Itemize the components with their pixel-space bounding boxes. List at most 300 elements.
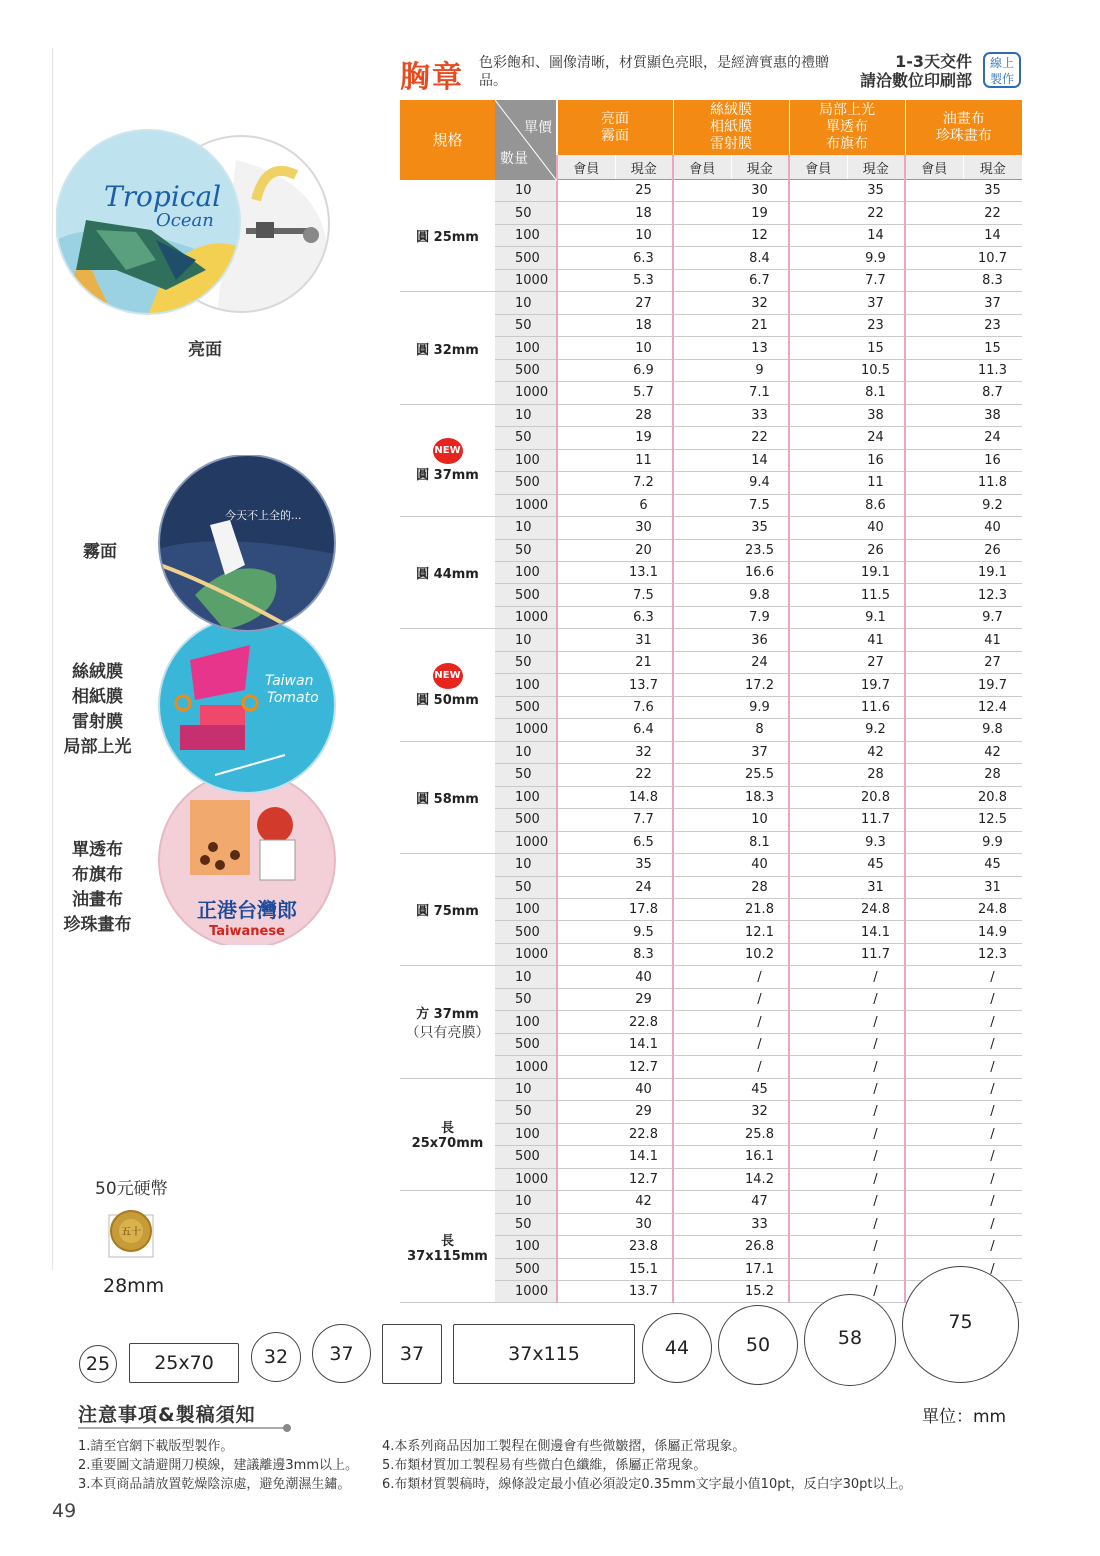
qty-cell: 50 [495, 202, 557, 224]
matte-label: 霧面 [83, 542, 117, 562]
cash-price-cell: 14.8 [615, 786, 673, 808]
note-item: 5.布類材質加工製程易有些微白色纖維，係屬正常現象。 [382, 1458, 707, 1473]
member-price-cell [673, 561, 731, 583]
member-price-cell [789, 180, 847, 202]
member-price-cell [789, 472, 847, 494]
cash-price-cell: 12 [731, 224, 789, 246]
cash-price-cell: 24 [615, 876, 673, 898]
group-header-4-text: 油畫布 珍珠畫布 [935, 110, 992, 144]
member-price-cell [905, 404, 963, 426]
cash-price-cell: 31 [615, 629, 673, 651]
size-label: 25x70 [154, 1352, 214, 1374]
member-price-cell [673, 1213, 731, 1235]
cash-price-cell: 26 [847, 539, 905, 561]
cash-price-cell: 19.1 [963, 561, 1022, 583]
qty-cell: 1000 [495, 382, 557, 404]
qty-cell: 50 [495, 764, 557, 786]
cash-price-cell: 9.9 [847, 247, 905, 269]
size-label: 37 [399, 1343, 425, 1365]
cash-price-cell: 9.9 [731, 696, 789, 718]
cash-price-cell: / [963, 1078, 1022, 1100]
member-price-cell [673, 382, 731, 404]
member-price-cell [789, 404, 847, 426]
quantity-label: 數量 [500, 151, 528, 167]
member-price-cell [673, 224, 731, 246]
qty-cell: 1000 [495, 494, 557, 516]
qty-cell: 10 [495, 180, 557, 202]
new-badge-wrap [400, 438, 495, 464]
member-price-cell [905, 337, 963, 359]
spec-name: 方 37mm [416, 1006, 479, 1022]
cash-price-cell: 42 [963, 741, 1022, 763]
member-price-cell [673, 1258, 731, 1280]
qty-cell: 500 [495, 472, 557, 494]
cash-price-cell: 14.9 [963, 921, 1022, 943]
member-price-cell [557, 1146, 615, 1168]
new-badge: NEW [433, 663, 463, 689]
qty-cell: 50 [495, 1213, 557, 1235]
cash-price-cell: 19.1 [847, 561, 905, 583]
cash-price-cell: 25.5 [731, 764, 789, 786]
member-price-cell [673, 427, 731, 449]
member-price-cell [557, 988, 615, 1010]
member-price-cell [673, 809, 731, 831]
qty-cell: 500 [495, 584, 557, 606]
cash-price-cell: 42 [615, 1191, 673, 1213]
cash-price-cell: 9.2 [847, 719, 905, 741]
cash-price-cell: 24 [847, 427, 905, 449]
cash-price-cell: 12.3 [963, 584, 1022, 606]
member-price-cell [905, 539, 963, 561]
member-price-cell [673, 921, 731, 943]
member-price-cell [905, 786, 963, 808]
cash-price-cell: 13.1 [615, 561, 673, 583]
cash-price-cell: 22 [615, 764, 673, 786]
size-label: 25 [85, 1353, 111, 1375]
member-price-cell [557, 764, 615, 786]
cash-price-cell: 10.5 [847, 359, 905, 381]
table-row [400, 404, 1022, 426]
size-label: 32 [263, 1346, 289, 1368]
member-price-cell [905, 584, 963, 606]
note-item: 4.本系列商品因加工製程在側邊會有些微皺摺，係屬正常現象。 [382, 1439, 746, 1454]
product-description: 色彩飽和、圖像清晰，材質顯色亮眼，是經濟實惠的禮贈品。 [479, 55, 829, 89]
member-price-cell [557, 382, 615, 404]
table-row [400, 180, 1022, 202]
member-price-cell [905, 1236, 963, 1258]
member-price-cell [789, 809, 847, 831]
cash-price-cell: 14 [847, 224, 905, 246]
member-price-cell [673, 269, 731, 291]
cash-price-cell: 23.5 [731, 539, 789, 561]
cash-price-cell: 16.6 [731, 561, 789, 583]
qty-cell: 10 [495, 854, 557, 876]
cash-price-cell: 33 [731, 404, 789, 426]
cash-price-cell: 15.2 [731, 1280, 789, 1302]
cash-price-cell: / [847, 1213, 905, 1235]
size-rect-37x115 [453, 1324, 635, 1384]
matte-badge-text: 今天不上全的... [225, 509, 302, 522]
spec-note: （只有亮膜） [405, 1024, 490, 1041]
member-price-cell [789, 1078, 847, 1100]
cash-price-cell: 26 [963, 539, 1022, 561]
cash-price-cell: 24 [963, 427, 1022, 449]
cash-price-cell: 14.1 [615, 1146, 673, 1168]
cash-price-cell: 32 [731, 1101, 789, 1123]
cash-price-cell: 22.8 [615, 1011, 673, 1033]
film-badge-line1: Taiwan [265, 673, 314, 689]
member-price-cell [557, 292, 615, 314]
company-contact: 請洽數位印刷部 [859, 71, 972, 90]
member-price-cell [673, 988, 731, 1010]
member-price-cell [905, 494, 963, 516]
cash-price-cell: 8.3 [963, 269, 1022, 291]
cash-price-cell: 19 [615, 427, 673, 449]
cash-price-cell: 25.8 [731, 1123, 789, 1145]
table-row [400, 629, 1022, 651]
notes-col-right [382, 1437, 911, 1494]
cash-price-cell: 45 [847, 854, 905, 876]
online-design-badge[interactable] [983, 52, 1021, 88]
cash-price-cell: 22.8 [615, 1123, 673, 1145]
spec-cell [400, 1191, 495, 1303]
member-price-cell [905, 1191, 963, 1213]
member-price-cell [557, 696, 615, 718]
member-price-cell [673, 943, 731, 965]
member-header: 會員 [789, 155, 847, 180]
member-price-cell [789, 674, 847, 696]
member-price-cell [557, 943, 615, 965]
cash-price-cell: / [847, 1168, 905, 1190]
cash-price-cell: 7.9 [731, 606, 789, 628]
note-item: 3.本頁商品請放置乾燥陰涼處，避免潮濕生鏽。 [78, 1477, 351, 1492]
cash-price-cell: 37 [731, 741, 789, 763]
size-label: 37x115 [508, 1343, 580, 1365]
member-price-cell [905, 561, 963, 583]
qty-cell: 100 [495, 224, 557, 246]
cash-price-cell: 5.3 [615, 269, 673, 291]
member-price-cell [673, 629, 731, 651]
cash-price-cell: / [731, 1056, 789, 1078]
qty-cell: 100 [495, 1123, 557, 1145]
qty-cell: 1000 [495, 1168, 557, 1190]
member-price-cell [905, 899, 963, 921]
cash-price-cell: 22 [963, 202, 1022, 224]
cash-price-cell: 20 [615, 539, 673, 561]
member-price-cell [557, 359, 615, 381]
cash-price-cell: / [847, 1123, 905, 1145]
member-price-cell [905, 1033, 963, 1055]
member-price-cell [789, 1101, 847, 1123]
member-price-cell [673, 831, 731, 853]
left-margin-rule [52, 48, 53, 1270]
cash-price-cell: / [963, 1056, 1022, 1078]
size-label: 50 [745, 1334, 771, 1356]
member-price-cell [905, 269, 963, 291]
spec-cell [400, 1078, 495, 1190]
cash-price-cell: 22 [731, 427, 789, 449]
member-price-cell [673, 966, 731, 988]
cash-price-cell: 11.3 [963, 359, 1022, 381]
cash-header: 現金 [963, 155, 1022, 180]
qty-cell: 500 [495, 1258, 557, 1280]
qty-cell: 100 [495, 786, 557, 808]
cash-price-cell: 8.6 [847, 494, 905, 516]
member-price-cell [557, 449, 615, 471]
cash-price-cell: 41 [847, 629, 905, 651]
cash-price-cell: 6.3 [615, 606, 673, 628]
cash-price-cell: 27 [847, 651, 905, 673]
cash-price-cell: 9.5 [615, 921, 673, 943]
member-price-cell [789, 651, 847, 673]
cash-price-cell: 10 [731, 809, 789, 831]
cash-price-cell: 40 [963, 517, 1022, 539]
member-price-cell [557, 337, 615, 359]
member-price-cell [557, 180, 615, 202]
size-label: 44 [664, 1337, 690, 1359]
member-price-cell [557, 921, 615, 943]
cash-price-cell: 8.3 [615, 943, 673, 965]
qty-cell: 500 [495, 921, 557, 943]
cash-price-cell: 35 [731, 517, 789, 539]
spec-name: 圓 50mm [416, 692, 479, 708]
coin-face-text: 五十 [121, 1227, 141, 1238]
member-price-cell [673, 494, 731, 516]
badge-front-title: Tropical [104, 180, 222, 213]
qty-cell: 500 [495, 809, 557, 831]
note-item: 6.布類材質製稿時，線條設定最小值必須設定0.35mm文字最小值10pt，反白字30pt以上。 [382, 1477, 912, 1492]
cash-price-cell: 17.1 [731, 1258, 789, 1280]
member-price-cell [789, 337, 847, 359]
spec-cell [400, 629, 495, 741]
member-price-cell [673, 1168, 731, 1190]
cash-price-cell: 11 [847, 472, 905, 494]
cash-price-cell: / [847, 1236, 905, 1258]
member-price-cell [557, 247, 615, 269]
size-label: 58 [837, 1327, 863, 1349]
member-price-cell [789, 719, 847, 741]
member-price-cell [905, 1101, 963, 1123]
cash-price-cell: / [847, 1056, 905, 1078]
member-price-cell [673, 584, 731, 606]
cash-price-cell: 7.7 [615, 809, 673, 831]
cash-price-cell: 9.4 [731, 472, 789, 494]
cash-price-cell: 6.9 [615, 359, 673, 381]
member-price-cell [557, 719, 615, 741]
spec-name: 圓 32mm [416, 342, 479, 358]
cash-price-cell: / [963, 1168, 1022, 1190]
member-price-cell [673, 359, 731, 381]
member-price-cell [557, 202, 615, 224]
member-price-cell [789, 1146, 847, 1168]
notes-title: 注意事項&製稿須知 [78, 1404, 256, 1426]
cash-price-cell: 29 [615, 1101, 673, 1123]
group-header-3 [789, 100, 905, 155]
cash-price-cell: 32 [731, 292, 789, 314]
member-price-cell [557, 786, 615, 808]
size-circle-32 [251, 1332, 301, 1382]
member-price-cell [789, 966, 847, 988]
qty-cell: 10 [495, 404, 557, 426]
member-price-cell [905, 202, 963, 224]
spec-name: 圓 44mm [416, 567, 479, 583]
qty-cell: 10 [495, 629, 557, 651]
cash-price-cell: 36 [731, 629, 789, 651]
member-price-cell [905, 382, 963, 404]
qty-cell: 1000 [495, 1280, 557, 1302]
spec-cell [400, 404, 495, 516]
cash-price-cell: 40 [847, 517, 905, 539]
delivery-days: 1-3天交件 [895, 52, 972, 71]
cash-price-cell: / [963, 966, 1022, 988]
cash-price-cell: / [731, 988, 789, 1010]
cash-price-cell: 6.7 [731, 269, 789, 291]
member-price-cell [673, 180, 731, 202]
qty-cell: 500 [495, 359, 557, 381]
qty-cell: 1000 [495, 1056, 557, 1078]
member-price-cell [673, 651, 731, 673]
member-price-cell [905, 1168, 963, 1190]
cash-price-cell: 16.1 [731, 1146, 789, 1168]
member-price-cell [673, 1280, 731, 1302]
member-price-cell [557, 494, 615, 516]
member-price-cell [557, 1011, 615, 1033]
member-price-cell [789, 988, 847, 1010]
member-price-cell [673, 517, 731, 539]
qty-cell: 500 [495, 1033, 557, 1055]
member-price-cell [905, 359, 963, 381]
table-row [400, 741, 1022, 763]
cash-price-cell: 32 [615, 741, 673, 763]
cash-price-cell: 9 [731, 359, 789, 381]
cash-price-cell: 19.7 [963, 674, 1022, 696]
cash-price-cell: 35 [615, 854, 673, 876]
group-header-2-text: 絲絨膜 相紙膜 雷射膜 [710, 102, 752, 152]
cash-price-cell: 40 [731, 854, 789, 876]
qty-cell: 500 [495, 247, 557, 269]
cash-price-cell: 14 [963, 224, 1022, 246]
qty-cell: 50 [495, 314, 557, 336]
cash-price-cell: 15 [847, 337, 905, 359]
cash-price-cell: 6.3 [615, 247, 673, 269]
size-rect-25x70 [129, 1343, 239, 1383]
cash-price-cell: 24 [731, 651, 789, 673]
cash-price-cell: 6.5 [615, 831, 673, 853]
member-price-cell [557, 809, 615, 831]
glossy-badge-sample [56, 120, 331, 350]
member-price-cell [905, 651, 963, 673]
table-row [400, 1078, 1022, 1100]
cash-price-cell: 8.7 [963, 382, 1022, 404]
cash-price-cell: 23 [963, 314, 1022, 336]
cash-price-cell: 11.8 [963, 472, 1022, 494]
member-price-cell [673, 854, 731, 876]
coin-size: 28mm [103, 1275, 165, 1297]
qty-cell: 1000 [495, 269, 557, 291]
member-price-cell [905, 449, 963, 471]
cash-price-cell: / [847, 1011, 905, 1033]
cash-price-cell: 19.7 [847, 674, 905, 696]
cash-price-cell: 28 [731, 876, 789, 898]
cash-price-cell: 28 [847, 764, 905, 786]
diagonal-line [495, 100, 557, 181]
cash-price-cell: 16 [963, 449, 1022, 471]
cash-price-cell: 45 [963, 854, 1022, 876]
qty-cell: 100 [495, 449, 557, 471]
member-price-cell [905, 1078, 963, 1100]
cash-price-cell: 7.7 [847, 269, 905, 291]
cash-price-cell: 12.3 [963, 943, 1022, 965]
cash-price-cell: 28 [615, 404, 673, 426]
table-row [400, 966, 1022, 988]
member-price-cell [789, 247, 847, 269]
cash-price-cell: 11.5 [847, 584, 905, 606]
cash-price-cell: 18 [615, 314, 673, 336]
member-price-cell [789, 202, 847, 224]
qty-cell: 100 [495, 674, 557, 696]
qty-cell: 10 [495, 1191, 557, 1213]
size-square-37 [382, 1324, 442, 1384]
cash-price-cell: / [963, 1213, 1022, 1235]
price-qty-header [495, 100, 557, 180]
member-price-cell [789, 224, 847, 246]
member-price-cell [557, 1191, 615, 1213]
cash-price-cell: 25 [615, 180, 673, 202]
note-item: 1.請至官網下載版型製作。 [78, 1439, 234, 1454]
notes-col-left [78, 1437, 358, 1494]
member-price-cell [905, 247, 963, 269]
cash-price-cell: 9.9 [963, 831, 1022, 853]
qty-cell: 1000 [495, 719, 557, 741]
cash-price-cell: 21.8 [731, 899, 789, 921]
film-badge-line2: Tomato [267, 690, 319, 706]
cash-price-cell: 11.7 [847, 943, 905, 965]
cash-price-cell: / [963, 988, 1022, 1010]
cash-price-cell: 21 [615, 651, 673, 673]
cash-price-cell: / [847, 1033, 905, 1055]
member-price-cell [673, 247, 731, 269]
cash-price-cell: 14.1 [847, 921, 905, 943]
member-price-cell [789, 292, 847, 314]
member-price-cell [673, 764, 731, 786]
member-price-cell [557, 1123, 615, 1145]
member-price-cell [789, 314, 847, 336]
cash-price-cell: 27 [963, 651, 1022, 673]
size-circle-37 [312, 1324, 371, 1383]
member-price-cell [557, 1280, 615, 1302]
qty-cell: 10 [495, 292, 557, 314]
member-header: 會員 [673, 155, 731, 180]
fabric-badge-title: 正港台灣郎 [197, 898, 297, 922]
unit-label: 單位：mm [922, 1407, 1007, 1427]
member-price-cell [673, 337, 731, 359]
cash-price-cell: 9.7 [963, 606, 1022, 628]
page-title: 胸章 [400, 60, 464, 95]
cash-price-cell: 40 [615, 966, 673, 988]
coin-label: 50元硬幣 [95, 1179, 168, 1199]
member-price-cell [557, 741, 615, 763]
qty-cell: 100 [495, 899, 557, 921]
member-price-cell [557, 1258, 615, 1280]
coin-icon [107, 1207, 155, 1259]
qty-cell: 1000 [495, 831, 557, 853]
cash-price-cell: 8.4 [731, 247, 789, 269]
member-price-cell [789, 449, 847, 471]
member-price-cell [905, 966, 963, 988]
member-price-cell [557, 561, 615, 583]
cash-price-cell: / [731, 1033, 789, 1055]
spec-cell [400, 966, 495, 1078]
